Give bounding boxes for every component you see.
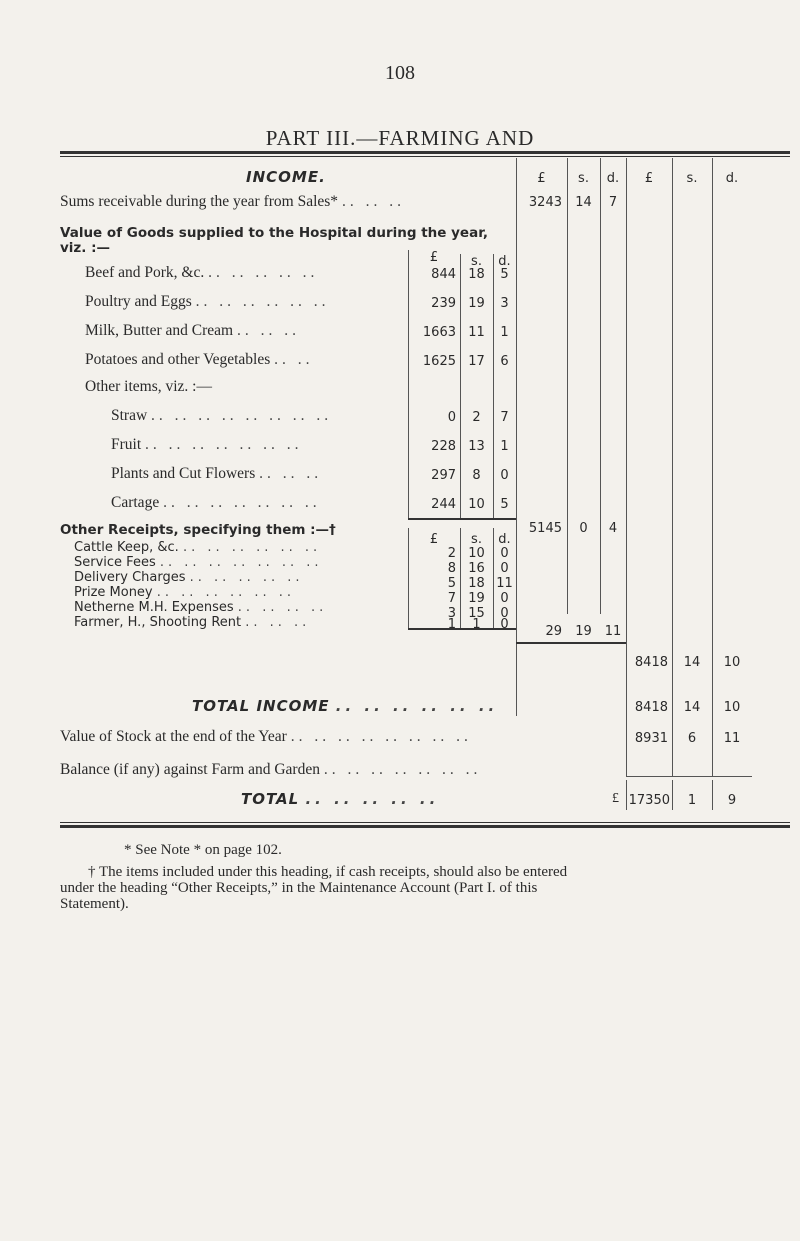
col-divider [600, 158, 601, 614]
part-title: PART III.—FARMING AND [265, 126, 535, 150]
other-item-label: Cartage .. .. .. .. .. .. .. [111, 494, 321, 511]
bottom-rule [60, 825, 790, 828]
total-income-label: TOTAL INCOME .. .. .. .. .. .. [192, 697, 499, 715]
total-income-pence: 10 [723, 700, 741, 715]
sales-shillings: 14 [575, 195, 592, 210]
sales-label: Sums receivable during the year from Sales* .. .. .. [60, 193, 405, 210]
receipts-total-pence: 11 [604, 624, 622, 639]
goods-item-shillings: 19 [468, 296, 485, 311]
receipt-item-shillings: 16 [468, 561, 485, 576]
subtotal-pounds: 8418 [634, 655, 668, 670]
goods-item-pounds: 239 [431, 296, 456, 311]
receipt-item-label: Farmer, H., Shooting Rent .. .. .. [74, 615, 311, 630]
col2-pounds-header: £ [644, 171, 654, 186]
total-income-pounds: 8418 [634, 700, 668, 715]
goods-item-pence: 1 [500, 325, 509, 340]
other-item-label: Plants and Cut Flowers .. .. .. [111, 465, 323, 482]
goods-pounds-header: £ [429, 250, 439, 265]
col1-pounds-header: £ [537, 171, 546, 186]
goods-item-pounds: 844 [431, 267, 456, 282]
top-rule-thin [60, 156, 790, 157]
stock-pence: 11 [723, 731, 741, 746]
goods-heading: Value of Goods supplied to the Hospital during the year, [60, 225, 488, 241]
bottom-rule-thin [60, 822, 790, 823]
col1-pence-header: d. [606, 171, 620, 186]
receipt-item-pence: 0 [500, 546, 509, 561]
top-rule [60, 151, 790, 154]
other-item-shillings: 13 [468, 439, 485, 454]
receipt-item-pounds: 1 [447, 617, 456, 632]
receipts-total-shillings: 19 [575, 624, 592, 639]
other-item-pounds: 297 [431, 468, 456, 483]
goods-item-shillings: 11 [468, 325, 485, 340]
receipt-item-label: Netherne M.H. Expenses .. .. .. .. [74, 600, 328, 615]
receipts-pounds-header: £ [429, 532, 439, 547]
goods-item-pounds: 1625 [422, 354, 456, 369]
stock-pounds: 8931 [634, 731, 668, 746]
receipt-item-pence: 0 [500, 591, 509, 606]
goods-item-shillings: 18 [468, 267, 485, 282]
other-item-pence: 1 [500, 439, 509, 454]
sales-pounds: 3243 [528, 195, 562, 210]
receipt-item-pounds: 5 [447, 576, 456, 591]
receipt-item-pence: 0 [500, 606, 509, 621]
goods-sum-rule [408, 518, 516, 520]
goods-total-pence: 4 [608, 521, 618, 536]
goods-item-label: Poultry and Eggs .. .. .. .. .. .. [85, 293, 330, 310]
receipt-item-pounds: 7 [447, 591, 456, 606]
subtotal-shillings: 14 [683, 655, 701, 670]
other-receipts-heading: Other Receipts, specifying them :—† [60, 522, 336, 538]
footnote-dagger-line: under the heading “Other Receipts,” in the Maintenance Account (Part I. of this [60, 880, 538, 896]
col2-shillings-header: s. [686, 171, 698, 186]
receipt-item-pounds: 8 [447, 561, 456, 576]
goods-heading-viz: viz. :— [60, 240, 111, 256]
receipt-item-label: Prize Money .. .. .. .. .. .. [74, 585, 296, 600]
receipt-item-pence: 0 [500, 561, 509, 576]
receipt-item-pounds: 3 [447, 606, 456, 621]
footnote-dagger-line: Statement). [60, 896, 129, 912]
page-number: 108 [385, 62, 415, 84]
total-income-shillings: 14 [683, 700, 701, 715]
goods-item-label: Potatoes and other Vegetables .. .. [85, 351, 314, 368]
goods-item-label: Milk, Butter and Cream .. .. .. [85, 322, 300, 339]
balance-label: Balance (if any) against Farm and Garden .. .. .. .. .. .. .. [60, 761, 482, 778]
receipt-item-label: Cattle Keep, &c. .. .. .. .. .. .. [74, 540, 322, 555]
goods-total-shillings: 0 [579, 521, 588, 536]
goods-total-pounds: 5145 [528, 521, 562, 536]
first-col-sum-rule [516, 642, 626, 644]
grand-total-shillings: 1 [687, 793, 697, 808]
receipts-shillings-header: s. [471, 532, 482, 547]
footnote-star: * See Note * on page 102. [124, 842, 282, 858]
other-item-pence: 7 [500, 410, 509, 425]
receipt-item-label: Delivery Charges .. .. .. .. .. [74, 570, 304, 585]
grand-total-pence: 9 [727, 793, 737, 808]
other-item-label: Straw .. .. .. .. .. .. .. .. [111, 407, 333, 424]
stock-shillings: 6 [687, 731, 697, 746]
grand-total-pounds: 17350 [628, 793, 670, 808]
receipt-item-shillings: 19 [468, 591, 485, 606]
receipts-total-pounds: 29 [545, 624, 562, 639]
footnote-dagger-line: † The items included under this heading, if cash receipts, should also be entered [88, 864, 568, 880]
goods-shillings-header: s. [471, 254, 482, 269]
other-items-label: Other items, viz. :— [85, 378, 212, 395]
col1-shillings-header: s. [578, 171, 589, 186]
col-divider [567, 158, 568, 614]
receipt-item-shillings: 10 [468, 546, 485, 561]
col-divider [712, 158, 713, 776]
other-item-pounds: 244 [431, 497, 456, 512]
col-divider [626, 158, 627, 776]
other-item-shillings: 2 [472, 410, 481, 425]
other-item-pence: 0 [500, 468, 509, 483]
other-item-pounds: 228 [431, 439, 456, 454]
total-rule [672, 776, 712, 777]
goods-item-shillings: 17 [468, 354, 485, 369]
receipt-item-pence: 11 [496, 576, 513, 591]
receipt-item-label: Service Fees .. .. .. .. .. .. .. [74, 555, 323, 570]
receipt-item-pounds: 2 [447, 546, 456, 561]
goods-item-pence: 5 [500, 267, 509, 282]
goods-item-pence: 6 [500, 354, 509, 369]
goods-pence-header: d. [498, 254, 511, 269]
other-item-pounds: 0 [447, 410, 456, 425]
receipt-item-shillings: 15 [468, 606, 485, 621]
other-item-shillings: 8 [472, 468, 481, 483]
other-item-shillings: 10 [468, 497, 485, 512]
other-item-pence: 5 [500, 497, 509, 512]
subtotal-pence: 10 [723, 655, 741, 670]
grand-total-currency: £ [612, 791, 619, 806]
stock-label: Value of Stock at the end of the Year .. .. .. .. .. .. .. .. [60, 728, 472, 745]
receipt-item-shillings: 18 [468, 576, 485, 591]
sales-pence: 7 [608, 195, 618, 210]
receipt-item-pence: 0 [500, 617, 509, 632]
income-header: INCOME. [246, 168, 326, 186]
goods-item-pounds: 1663 [422, 325, 456, 340]
goods-item-label: Beef and Pork, &c. .. .. .. .. .. [85, 264, 319, 281]
receipts-pence-header: d. [498, 532, 511, 547]
other-item-label: Fruit .. .. .. .. .. .. .. [111, 436, 303, 453]
col-divider [672, 158, 673, 776]
grand-total-label: TOTAL .. .. .. .. .. [241, 790, 440, 808]
total-rule [712, 776, 752, 777]
receipt-item-shillings: 1 [472, 617, 481, 632]
total-rule [626, 776, 672, 777]
goods-item-pence: 3 [500, 296, 509, 311]
col2-pence-header: d. [725, 171, 739, 186]
